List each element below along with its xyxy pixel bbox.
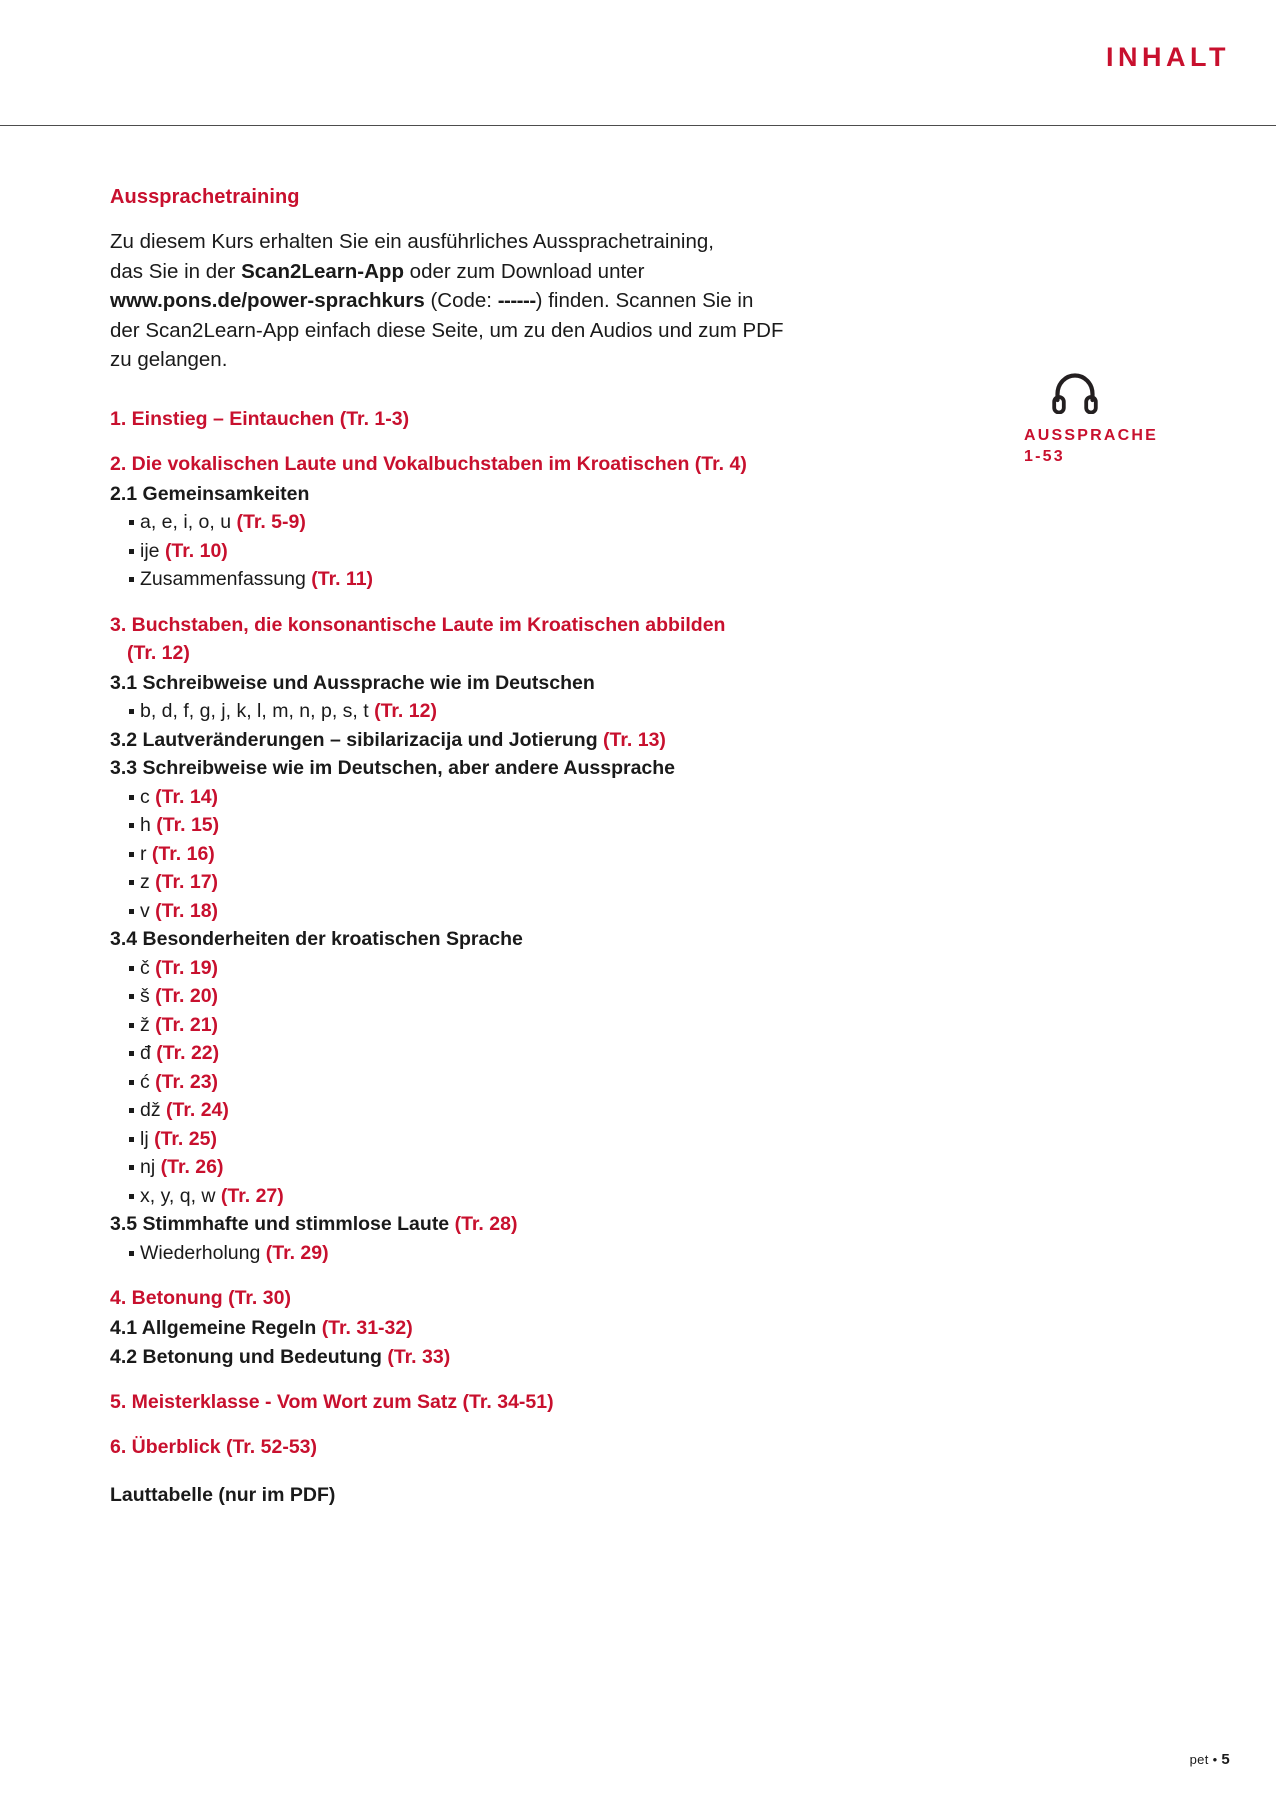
toc-bullet-label: đ (140, 1042, 157, 1064)
toc-bullet-label: š (140, 985, 156, 1007)
toc-bullet-label: r (140, 842, 152, 865)
footer-separator: • (1212, 1752, 1218, 1767)
toc-section-heading[interactable] (110, 1388, 830, 1416)
footer-label: pet (1189, 1752, 1209, 1767)
toc-bullet-label: h (140, 814, 157, 836)
toc-subsection[interactable] (110, 1343, 830, 1372)
intro-heading: Aussprachetraining (110, 186, 300, 208)
toc-bullet-item[interactable] (110, 783, 830, 812)
track-reference: (Tr. 23) (155, 1070, 219, 1093)
audio-badge-label-line2: 1-53 (1024, 448, 1065, 465)
track-reference: (Tr. 5-9) (236, 511, 306, 533)
toc-bullet-label: a, e, i, o, u (140, 511, 237, 533)
toc-bullet-label: ž (140, 1013, 156, 1036)
track-reference: (Tr. 17) (155, 871, 219, 893)
content-column (110, 186, 830, 1510)
toc-bullet-label: ije (140, 539, 165, 562)
toc-bullet-item[interactable] (110, 982, 830, 1011)
page-header (0, 0, 1276, 126)
scan2learn-app-name: Scan2Learn-App (241, 259, 404, 283)
intro-code-prefix: (Code: (424, 289, 498, 312)
toc-bullet-item[interactable] (110, 868, 830, 897)
track-reference: (Tr. 27) (220, 1184, 284, 1207)
toc-bullet-label: ć (140, 1070, 156, 1093)
toc-bullet-label: x, y, q, w (140, 1184, 221, 1207)
track-reference: (Tr. 12) (374, 700, 437, 722)
header-divider (0, 125, 1276, 126)
intro-paragraph (110, 227, 830, 375)
track-reference: (Tr. 29) (265, 1241, 329, 1264)
page-footer (1190, 1751, 1230, 1768)
track-reference: (Tr. 18) (155, 899, 219, 922)
headphones-icon (1052, 372, 1234, 419)
intro-line-1: Zu diesem Kurs erhalten Sie ein ausführliches Aussprachetraining, (110, 230, 714, 253)
toc-bullet-item[interactable] (110, 1182, 830, 1211)
toc-subsection[interactable] (110, 669, 830, 698)
track-reference: (Tr. 26) (160, 1156, 224, 1178)
toc-subsection[interactable] (110, 726, 830, 755)
toc-bullet-item[interactable] (110, 1153, 830, 1182)
track-reference: (Tr. 10) (164, 539, 228, 562)
toc-bullet-label: dž (140, 1099, 167, 1121)
intro-line-4: der Scan2Learn-App einfach diese Seite, um zu den Audios und zum PDF (110, 318, 784, 342)
toc-subsection-label: 4.2 Betonung und Bedeutung (110, 1345, 388, 1368)
toc-subsection-label: 3.3 Schreibweise wie im Deutschen, aber andere Aussprache (110, 757, 676, 779)
toc-bullet-label: nj (140, 1156, 161, 1178)
toc-final-item[interactable]: Lauttabelle (nur im PDF) (110, 1484, 336, 1506)
intro-line-2-pre: das Sie in der (110, 259, 242, 283)
track-reference: (Tr. 28) (454, 1213, 518, 1235)
toc-section-title: 2. Die vokalischen Laute und Vokalbuchstaben im Kroatischen (Tr. 4) (110, 452, 747, 475)
page-number: 5 (1221, 1751, 1230, 1768)
track-reference: (Tr. 22) (156, 1042, 220, 1064)
toc-section-heading[interactable] (110, 611, 830, 667)
toc-bullet-item[interactable] (110, 897, 830, 926)
track-reference: (Tr. 25) (154, 1127, 217, 1150)
toc-section-title: 6. Überblick (Tr. 52-53) (110, 1436, 318, 1458)
toc-subsection-label: 4.1 Allgemeine Regeln (110, 1317, 322, 1339)
toc-subsection[interactable] (110, 1210, 830, 1239)
intro-line-5: zu gelangen. (110, 348, 228, 371)
track-reference: (Tr. 13) (603, 728, 666, 751)
toc-bullet-label: b, d, f, g, j, k, l, m, n, p, s, t (140, 700, 375, 722)
track-reference: (Tr. 15) (156, 814, 220, 836)
audio-badge-label (1024, 425, 1234, 467)
toc-subsection-label: 3.1 Schreibweise und Aussprache wie im Deutschen (110, 671, 595, 694)
page-title: INHALT (1106, 42, 1230, 72)
toc-bullet-label: c (140, 785, 156, 808)
track-reference: (Tr. 14) (155, 785, 219, 808)
track-reference: (Tr. 24) (166, 1099, 229, 1121)
toc-bullet-item[interactable] (110, 697, 830, 726)
toc-bullet-label: č (140, 956, 156, 979)
toc-section-title-continuation: (Tr. 12) (127, 641, 190, 664)
toc-bullet-item[interactable] (110, 1011, 830, 1040)
toc-subsection-label: 3.5 Stimmhafte und stimmlose Laute (110, 1213, 455, 1235)
toc-bullet-label: Wiederholung (140, 1241, 266, 1264)
track-reference: (Tr. 16) (151, 842, 215, 865)
pons-url[interactable]: www.pons.de/power-sprachkurs (110, 289, 425, 312)
toc-bullet-label: z (140, 871, 156, 893)
toc-bullet-item[interactable] (110, 1039, 830, 1068)
toc-section-title: 1. Einstieg – Eintauchen (Tr. 1-3) (110, 407, 410, 430)
toc-section-title: 4. Betonung (Tr. 30) (110, 1287, 291, 1309)
track-reference: (Tr. 11) (311, 568, 374, 590)
intro-code-value: ------ (497, 289, 536, 312)
toc-bullet-item[interactable] (110, 1239, 830, 1268)
toc-section-heading[interactable] (110, 450, 830, 478)
track-reference: (Tr. 19) (155, 956, 219, 979)
track-reference: (Tr. 21) (155, 1013, 219, 1036)
toc-subsection[interactable] (110, 480, 830, 509)
toc-bullet-item[interactable] (110, 508, 830, 537)
toc-section-heading[interactable] (110, 405, 830, 433)
toc-subsection-label: 3.2 Lautveränderungen – sibilarizacija und Jotierung (110, 728, 604, 751)
toc-bullet-item[interactable] (110, 811, 830, 840)
toc-bullet-item[interactable] (110, 565, 830, 594)
toc-subsection-label: 3.4 Besonderheiten der kroatischen Sprache (110, 928, 523, 950)
intro-line-3-post: ) finden. Scannen Sie in (535, 289, 754, 312)
toc-subsection[interactable] (110, 754, 830, 783)
toc-bullet-item[interactable] (110, 537, 830, 566)
toc-bullet-item[interactable] (110, 840, 830, 869)
track-reference: (Tr. 20) (155, 985, 219, 1007)
intro-line-2-post: oder zum Download unter (403, 259, 645, 283)
track-reference: (Tr. 31-32) (321, 1317, 413, 1339)
toc-section-heading[interactable] (110, 1433, 830, 1461)
toc-subsection[interactable] (110, 1314, 830, 1343)
toc-section-heading[interactable] (110, 1284, 830, 1312)
toc-subsection-label: 2.1 Gemeinsamkeiten (110, 482, 310, 505)
audio-badge-label-line1: AUSSPRACHE (1024, 427, 1159, 444)
toc-bullet-item[interactable] (110, 1068, 830, 1097)
toc-section-title: 5. Meisterklasse - Vom Wort zum Satz (Tr. 34-51) (110, 1391, 554, 1413)
toc-bullet-item[interactable] (110, 954, 830, 983)
audio-badge (1024, 372, 1234, 467)
toc-bullet-label: v (140, 899, 156, 922)
track-reference: (Tr. 33) (387, 1345, 451, 1368)
table-of-contents (110, 405, 830, 1510)
toc-section-title: 3. Buchstaben, die konsonantische Laute im Kroatischen abbilden (110, 613, 726, 636)
toc-bullet-item[interactable] (110, 1096, 830, 1125)
toc-bullet-label: Zusammenfassung (140, 568, 312, 590)
toc-subsection[interactable] (110, 925, 830, 954)
toc-bullet-label: lj (140, 1127, 155, 1150)
toc-bullet-item[interactable] (110, 1125, 830, 1154)
